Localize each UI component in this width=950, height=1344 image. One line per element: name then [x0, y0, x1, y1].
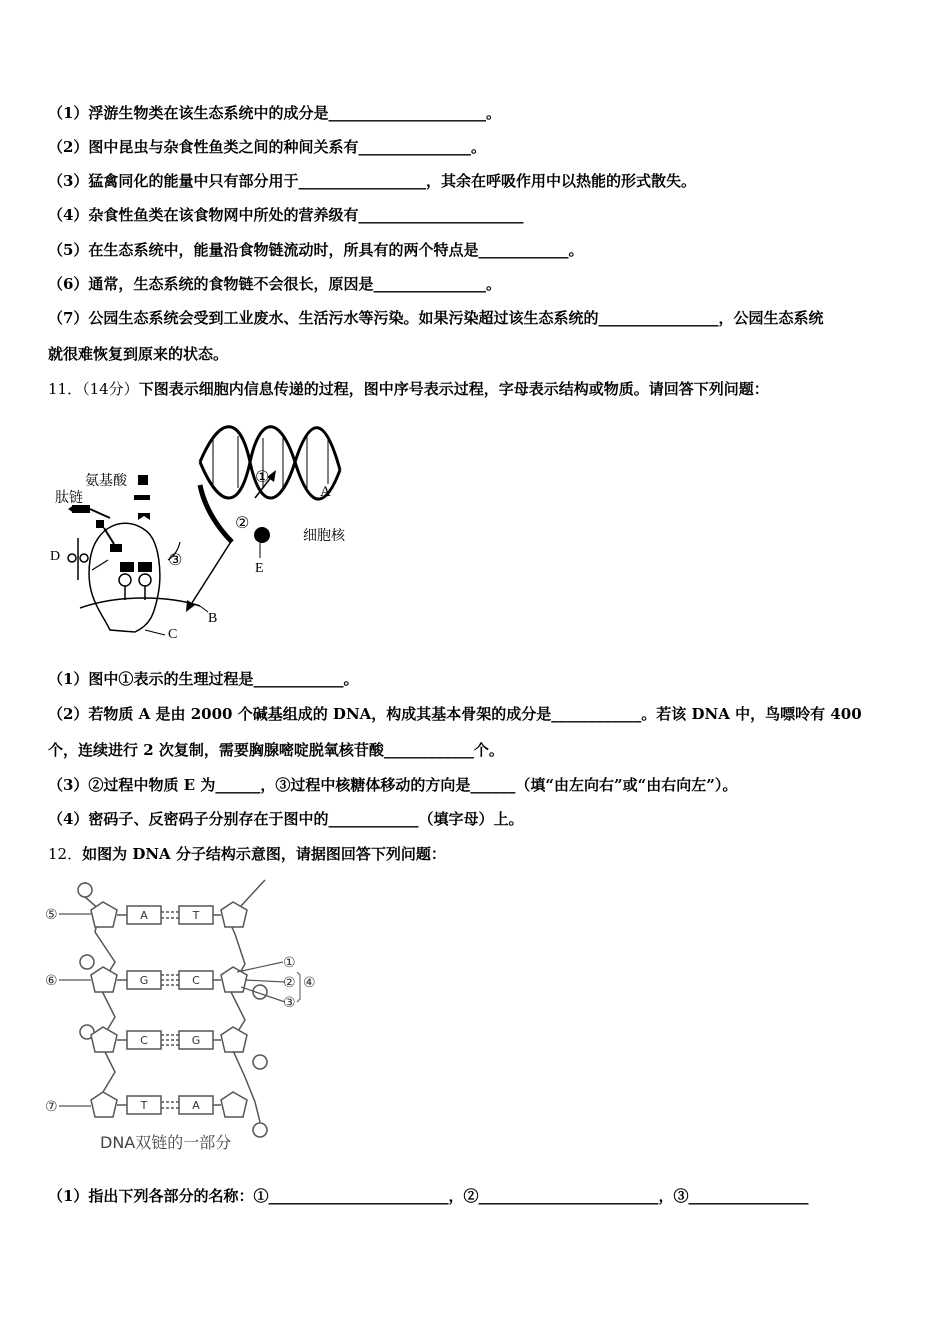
label-nucleus: 细胞核: [303, 529, 345, 544]
q10-sub1: （1）浮游生物类在该生态系统中的成分是_____________________。: [48, 104, 501, 122]
label-n7: ⑦: [45, 1099, 58, 1115]
label-peptide: 肽链: [55, 491, 83, 506]
q11-sub1: （1）图中①表示的生理过程是____________。: [48, 670, 359, 688]
dna-strand-2: [200, 427, 340, 499]
label-B: B: [208, 611, 218, 626]
q11-sub2: （2）若物质 A 是由 2000 个碱基组成的 DNA，构成其基本骨架的成分是____________。若该 DNA 中，鸟嘌呤有 400: [48, 705, 862, 723]
q12-number: 12．: [48, 845, 83, 863]
base-1-right: T: [192, 909, 200, 922]
label-A: A: [320, 484, 331, 500]
q12-stem-line: [48, 844, 446, 864]
base-4-right: A: [192, 1099, 200, 1112]
dna-structure-figure: [45, 872, 335, 1157]
label-amino-acid: 氨基酸: [85, 474, 127, 489]
q11-stem: 下图表示细胞内信息传递的过程，图中序号表示过程，字母表示结构或物质。请回答下列问题：: [138, 380, 769, 398]
q12-sub1: （1）指出下列各部分的名称：①________________________，②________________________，③________________: [48, 1187, 809, 1205]
q12-stem: 如图为 DNA 分子结构示意图，请据图回答下列问题：: [82, 845, 446, 863]
label-C: C: [168, 627, 178, 642]
base-2-right: C: [192, 974, 200, 987]
q11-stem-line: [48, 379, 769, 399]
q10-sub4: （4）杂食性鱼类在该食物网中所处的营养级有______________________: [48, 206, 524, 224]
q10-sub5: （5）在生态系统中，能量沿食物链流动时，所具有的两个特点是____________。: [48, 241, 584, 259]
dna-strand-1: [200, 427, 340, 498]
label-process-2: ②: [235, 513, 250, 532]
label-process-3: ③: [168, 550, 183, 569]
q10-sub7-cont: 就很难恢复到原来的状态。: [48, 345, 229, 363]
label-n5: ⑤: [45, 907, 58, 923]
q10-sub6: （6）通常，生态系统的食物链不会很长，原因是_______________。: [48, 275, 501, 293]
base-1-left: A: [140, 909, 148, 922]
q10-sub3: （3）猛禽同化的能量中只有部分用于_________________，其余在呼吸作用中以热能的形式散失。: [48, 172, 696, 190]
q11-sub4: （4）密码子、反密码子分别存在于图中的____________（填字母）上。: [48, 810, 524, 828]
q11-sub2-cont: 个，连续进行 2 次复制，需要胸腺嘧啶脱氧核苷酸____________个。: [48, 741, 504, 759]
label-n3: ③: [283, 995, 296, 1011]
label-n6: ⑥: [45, 973, 58, 989]
label-process-1: ①: [255, 467, 270, 486]
q11-sub3: （3）②过程中物质 E 为______，③过程中核糖体移动的方向是______（填“由左向右”或“由右向左”）。: [48, 776, 738, 794]
base-4-left: T: [140, 1099, 148, 1112]
label-D: D: [50, 549, 61, 564]
base-3-left: C: [140, 1034, 148, 1047]
dna-caption: DNA双链的一部分: [100, 1133, 232, 1152]
enzyme-E: [254, 527, 270, 543]
base-2-left: G: [139, 974, 149, 987]
q10-sub7: （7）公园生态系统会受到工业废水、生活污水等污染。如果污染超过该生态系统的________________，公园生态系统: [48, 309, 824, 327]
q10-sub2: （2）图中昆虫与杂食性鱼类之间的种间关系有_______________。: [48, 138, 486, 156]
label-n2: ②: [283, 975, 296, 991]
label-n1: ①: [283, 955, 296, 971]
ribosome: [89, 523, 160, 632]
label-E: E: [255, 561, 264, 576]
q11-number: 11．（14分）: [48, 380, 139, 398]
label-n4: ④: [303, 975, 316, 991]
cell-signal-figure: [50, 410, 370, 650]
base-3-right: G: [191, 1034, 201, 1047]
